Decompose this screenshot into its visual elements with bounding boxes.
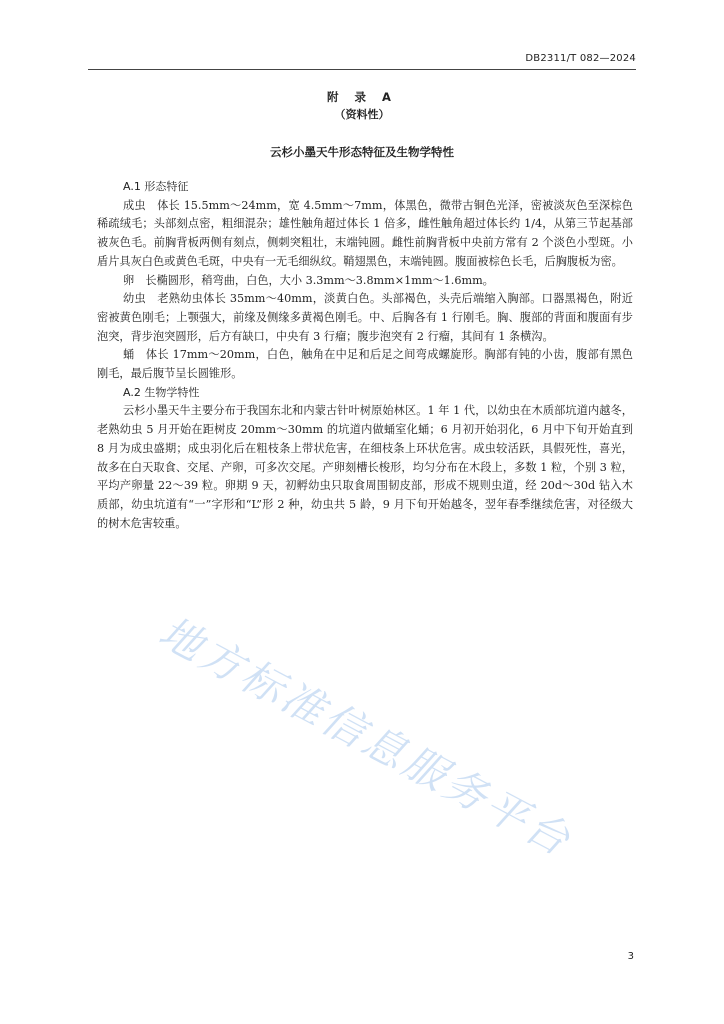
appendix-title: 附 录 A	[327, 90, 397, 104]
larva-text: 老熟幼虫体长 35mm～40mm，淡黄白色。头部褐色，头壳后端缩入胸部。口器黑褐色，附近密被黄色刚毛；上颚强大，前缘及侧缘多黄褐色刚毛。中、后胸各有 1 行刚毛。胸、腹部的背面和腹面有步泡突，背步泡突圆形，后方有缺口，中央有 3 行瘤；腹步泡突有 2 行瘤，其间有 1 条横沟。	[97, 292, 633, 343]
biology-heading: A.2 生物学特性	[123, 385, 200, 399]
adult-text: 体长 15.5mm～24mm，宽 4.5mm～7mm，体黑色，微带古铜色光泽，密被淡灰色至深棕色稀疏绒毛；头部刻点密，粗细混杂；雄性触角超过体长 1 倍多，雌性触角超过体长约 1/4，从第三节起基部被灰色毛。前胸背板两侧有刻点，侧刺突粗壮，末端钝圆。雌性前胸背板中央前方常有 2 个淡色小型斑。小盾片具灰白色或黄色毛斑，中央有一无毛细纵纹。鞘翅黑色，末端钝圆。腹面被棕色长毛，后胸腹板为密。	[97, 198, 633, 268]
watermark: 地方标准信息服务平台	[151, 607, 581, 867]
adult-paragraph	[97, 197, 633, 272]
document-body	[97, 178, 633, 533]
appendix-subtitle: （资料性）	[334, 108, 390, 121]
header-divider	[88, 69, 636, 70]
larva-paragraph	[97, 290, 633, 346]
pupa-paragraph	[97, 346, 633, 383]
egg-paragraph	[97, 272, 633, 291]
document-code: DB2311/T 082—2024	[525, 53, 636, 64]
section-title: 云杉小墨天牛形态特征及生物学特性	[270, 145, 454, 159]
adult-term: 成虫	[123, 198, 146, 212]
page-number: 3	[627, 951, 634, 962]
egg-text: 长椭圆形，稍弯曲，白色，大小 3.3mm～3.8mm×1mm～1.6mm。	[145, 273, 494, 287]
morphology-heading: A.1 形态特征	[123, 180, 189, 193]
biology-paragraph: 云杉小墨天牛主要分布于我国东北和内蒙古针叶树原始林区。1 年 1 代，以幼虫在木质部坑道内越冬，老熟幼虫 5 月开始在距树皮 20mm～30mm 的坑道内做蛹室化蛹；6 月初开始羽化，6 月中下旬开始直到 8 月为成虫盛期；成虫羽化后在粗枝条上带状危害，在细枝条上环状危害。成虫较活跃，具假死性，喜光，故多在白天取食、交尾、产卵，可多次交尾。产卵刻槽长梭形，均匀分布在木段上，多数 1 粒，个别 3 粒，平均产卵量 22～39 粒。卵期 9 天，初孵幼虫只取食周围韧皮部，形成不规则虫道，经 20d～30d 钻入木质部，幼虫坑道有“一”字形和“L”形 2 种，幼虫共 5 龄，9 月下旬开始越冬，翌年春季继续危害，对径级大的树木危害较重。	[97, 404, 633, 530]
pupa-text: 体长 17mm～20mm，白色，触角在中足和后足之间弯成螺旋形。胸部有钝的小齿，腹部有黑色刚毛，最后腹节呈长圆锥形。	[97, 348, 633, 381]
larva-term: 幼虫	[123, 292, 146, 306]
pupa-term: 蛹	[123, 348, 135, 362]
egg-term: 卵	[123, 273, 135, 287]
